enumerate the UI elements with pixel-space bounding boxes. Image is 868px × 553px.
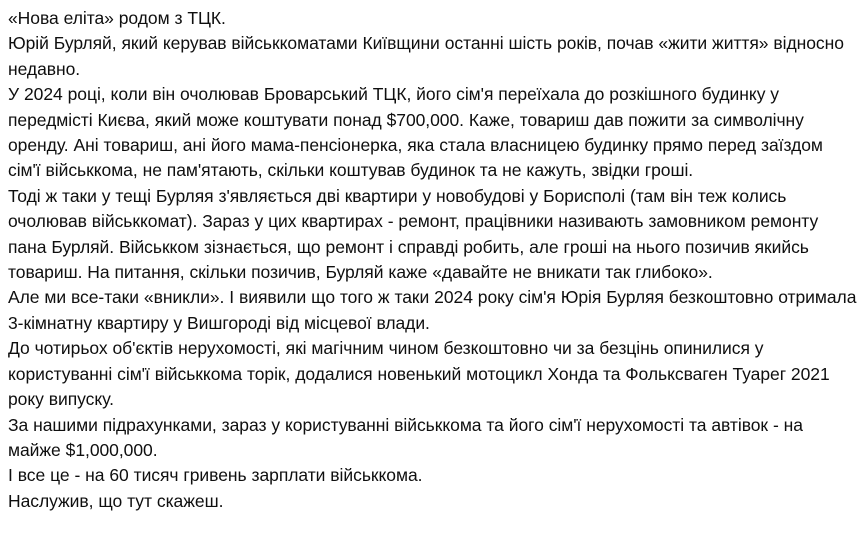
paragraph: До чотирьох об'єктів нерухомості, які магічним чином безкоштовно чи за безцінь опинилися у користуванні сім'ї військкома торік, додалися новенький мотоцикл Хонда та Фольксваген Туарег 2021 року випуску. [8, 338, 830, 410]
paragraph: Тоді ж таки у тещі Бурляя з'являється дві квартири у новобудові у Борисполі (там він теж колись очолював військкомат). Зараз у цих квартирах - ремонт, працівники називають замовником ремонту пана Бурляй. Військком зізнається, що ремонт і справді робить, але гроші на нього позичив якийсь товариш. На питання, скільки позичив, Бурляй каже «давайте не вникати так глибоко». [8, 185, 819, 283]
paragraph: «Нова еліта» родом з ТЦК. [8, 8, 226, 28]
paragraph: У 2024 році, коли він очолював Броварський ТЦК, його сім'я переїхала до розкішного будинку у передмісті Києва, який може коштувати понад $700,000. Каже, товариш дав пожити за символічну оренду. Ані товариш, ані його мама-пенсіонерка, яка стала власницею будинку прямо перед заїздом сім'ї військкома, не пам'ятають, скільки коштував будинок та не кажуть, звідки гроші. [8, 84, 823, 181]
paragraph: Наслужив, що тут скажеш. [8, 490, 224, 511]
paragraph: Але ми все-таки «вникли». І виявили що того ж таки 2024 року сім'я Юрія Бурляя безкоштовно отримала 3-кімнатну квартиру у Вишгороді від місцевої влади. [8, 287, 857, 333]
paragraph: І все це - на 60 тисяч гривень зарплати військкома. [8, 465, 423, 486]
paragraph: Юрій Бурляй, який керував військкоматами Київщини останні шість років, почав «жити життя» відносно недавно. [8, 33, 844, 79]
paragraph: За нашими підрахунками, зараз у користуванні військкома та його сім'ї нерухомості та автівок - на майже $1,000,000. [8, 414, 803, 460]
